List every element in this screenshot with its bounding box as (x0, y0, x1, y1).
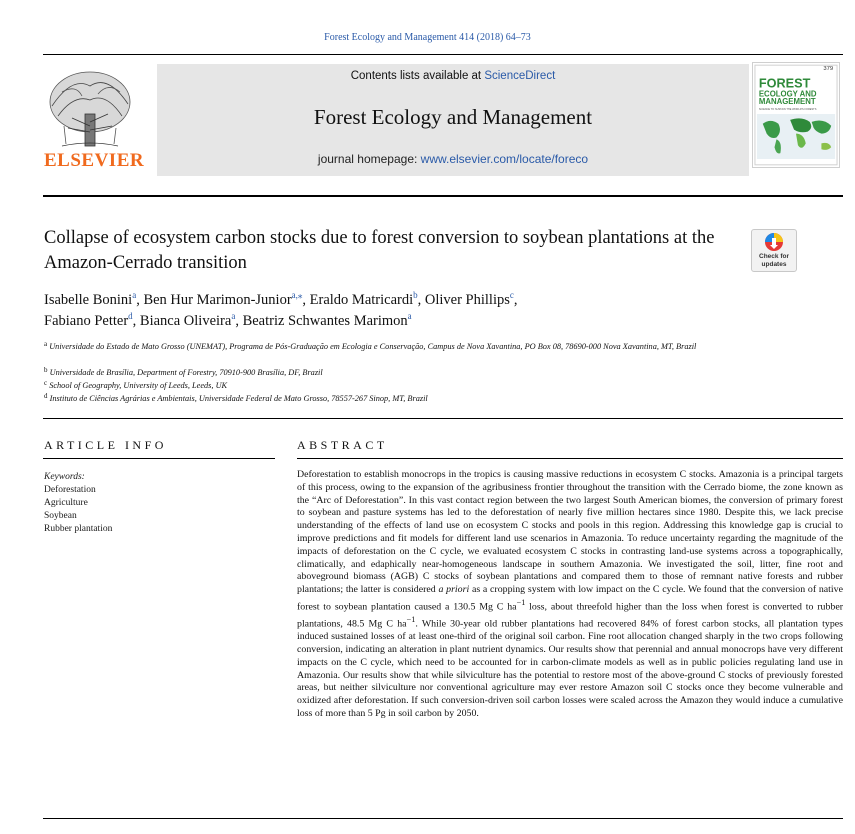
abstract-exponent: −1 (516, 597, 526, 607)
cover-title-line3: MANAGEMENT (758, 97, 816, 107)
keyword-item: Agriculture (44, 498, 88, 508)
article-title: Collapse of ecosystem carbon stocks due to forest conversion to soybean plantations at the Amazon-Cerrado transition (44, 228, 715, 273)
author-name[interactable]: Ben Hur Marimon-Junior (143, 292, 292, 308)
article-info-heading: ARTICLE INFO (44, 438, 167, 452)
author-affiliation-mark[interactable]: b (413, 290, 418, 300)
affiliation-label: b (44, 366, 48, 374)
author-name[interactable]: Eraldo Matricardi (309, 292, 414, 308)
tree-illustration (50, 72, 130, 146)
elsevier-wordmark: ELSEVIER (44, 150, 145, 171)
check-label-line2: updates (761, 260, 787, 268)
journal-cover-thumbnail[interactable] (752, 62, 840, 168)
author-separator: , (235, 313, 243, 329)
article-info-divider (43, 458, 275, 459)
abstract-heading: ABSTRACT (297, 438, 388, 452)
affiliation-label: a (44, 340, 48, 348)
cover-volume: 379 (823, 66, 834, 73)
check-for-updates-label[interactable] (751, 253, 797, 268)
affiliation-label: c (44, 379, 48, 387)
cover-world-map (757, 114, 835, 159)
contents-prefix: Contents lists available at (350, 70, 485, 82)
affiliation-a (44, 338, 784, 354)
abstract-italic-term: a priori (438, 584, 470, 596)
author-name[interactable]: Fabiano Petter (44, 313, 129, 329)
author-list-line2 (44, 311, 412, 330)
homepage-prefix: journal homepage: (317, 152, 421, 166)
abstract-divider (297, 458, 843, 459)
author-name[interactable]: Beatriz Schwantes Marimon (242, 313, 408, 329)
author-list-line1 (44, 290, 518, 309)
author-affiliation-mark[interactable]: a (132, 290, 137, 300)
journal-title: Forest Ecology and Management (313, 105, 593, 129)
author-name[interactable]: Oliver Phillips (424, 292, 510, 308)
author-affiliation-mark[interactable]: a (407, 311, 412, 321)
abstract-part1: Deforestation to establish monocrops in the tropics is causing massive reductions in ecosystem C stocks. Amazonia is a principal targets of this process, owing to the expansion of the agribusiness frontier throughout the transition with the Cerrado biome, the zone known as the “Arc of Deforestation”. In this vast contact region between the two largest South American biomes, the conversion of primary forest to soybean and pasture systems has led to the deforestation of nearly five million hectares since 1980. Despite this, we lack precise understanding of the effects of land use on ecosystem C stocks and pools in this region. Addressing this knowledge gap is crucial to improve predictions and fit models for different land use scenarios in Amazonia. To reduce uncertainty regarding the magnitude of the impacts of deforestation on the C cycle, we evaluated ecosystem C stocks in contrasting land-use systems across a topographically, climatically, and edaphically near-homogeneous landscape in southern Amazonia. We investigated the soil, litter, fine root and aboveground biomass (AGB) C stocks of soybean plantations and compared them to those of remnant native forests and rubber plantations; the latter is considered (297, 469, 843, 596)
homepage-link[interactable]: www.elsevier.com/locate/foreco (420, 152, 589, 166)
check-label-line1: Check for (759, 253, 789, 260)
author-affiliation-mark[interactable]: a (231, 311, 236, 321)
author-name[interactable]: Bianca Oliveira (139, 313, 232, 329)
abstract-part2: as a cropping system with low impact on the C cycle. We found that the conversion of native forest to soybean plantation caused a 130.5 Mg C ha (297, 584, 843, 613)
author-separator: , (302, 292, 310, 308)
abstract-part4: . While 30-year old rubber plantations had recovered 84% of forest carbon stocks, all plantation types induced sustained losses of at least one-third of the original soil carbon. Fine root allocation changed sharply in the two crops following conversion, indicating an alteration in plant nutrient dynamics. Our results show that perennial and annual monocrops have very different impacts on the C cycle, which need to be accounted for in carbon-climate models as well as in public policies regulating land use in Amazonia. Our results show that while silviculture has the potential to restore most of the above-ground C stocks of previously forested areas, but neither silviculture nor conventional agriculture may ever restore Amazon soil C stocks once they become vulnerable and oxidized after deforestation. If such conversion-driven soil carbon losses were scaled across the Amazon they would induce a cumulative loss of more than 5 Pg in soil carbon by 2050. (297, 618, 843, 719)
affiliation-d (44, 390, 784, 406)
abstract-exponent: −1 (406, 615, 416, 625)
abstract-part3: loss, about threefold higher than the loss when forest is converted to rubber plantations, 48.5 Mg C ha (297, 601, 843, 630)
affiliation-text: School of Geography, University of Leeds, Leeds, UK (49, 381, 228, 390)
journal-citation[interactable]: Forest Ecology and Management 414 (2018) 64–73 (324, 32, 531, 43)
affiliation-divider (43, 418, 843, 419)
bottom-divider (43, 818, 843, 819)
affiliation-label: d (44, 392, 48, 400)
affiliation-text: Universidade do Estado de Mato Grosso (UNEMAT), Programa de Pós-Graduação em Ecologia e Conservação, Campus de Nova Xavantina, PO Box 08, 78690-000 Nova Xavantina, MT, Brazil (49, 342, 697, 351)
keyword-item: Soybean (44, 511, 77, 521)
author-name[interactable]: Isabelle Bonini (44, 292, 133, 308)
journal-homepage (157, 152, 749, 166)
affiliation-text: Universidade de Brasília, Department of Forestry, 70910-900 Brasília, DF, Brazil (49, 368, 323, 377)
author-affiliation-mark[interactable]: d (128, 311, 133, 321)
cover-tagline: SCIENCE TO SUSTAIN THE WORLD'S FORESTS (758, 108, 817, 112)
keywords-label: Keywords: (44, 472, 85, 482)
top-divider (43, 54, 843, 55)
author-separator: , (132, 313, 140, 329)
author-affiliation-mark[interactable]: c (509, 290, 514, 300)
keyword-item: Deforestation (44, 485, 96, 495)
author-separator: , (417, 292, 425, 308)
author-separator: , (513, 292, 518, 308)
author-separator: , (136, 292, 144, 308)
keyword-item: Rubber plantation (44, 524, 113, 534)
abstract-text (297, 469, 843, 721)
cover-title-line2: ECOLOGY AND (758, 89, 817, 99)
affiliation-text: Instituto de Ciências Agrárias e Ambientais, Universidade Federal de Mato Grosso, 78557-267 Sinop, MT, Brazil (49, 394, 428, 403)
header-divider (43, 195, 843, 197)
sciencedirect-link[interactable]: ScienceDirect (484, 70, 556, 82)
contents-availability (157, 70, 749, 82)
author-affiliation-mark[interactable]: a,⁎ (291, 290, 303, 300)
check-for-updates-icon (752, 231, 796, 253)
cover-title-line1: FOREST (758, 76, 811, 91)
